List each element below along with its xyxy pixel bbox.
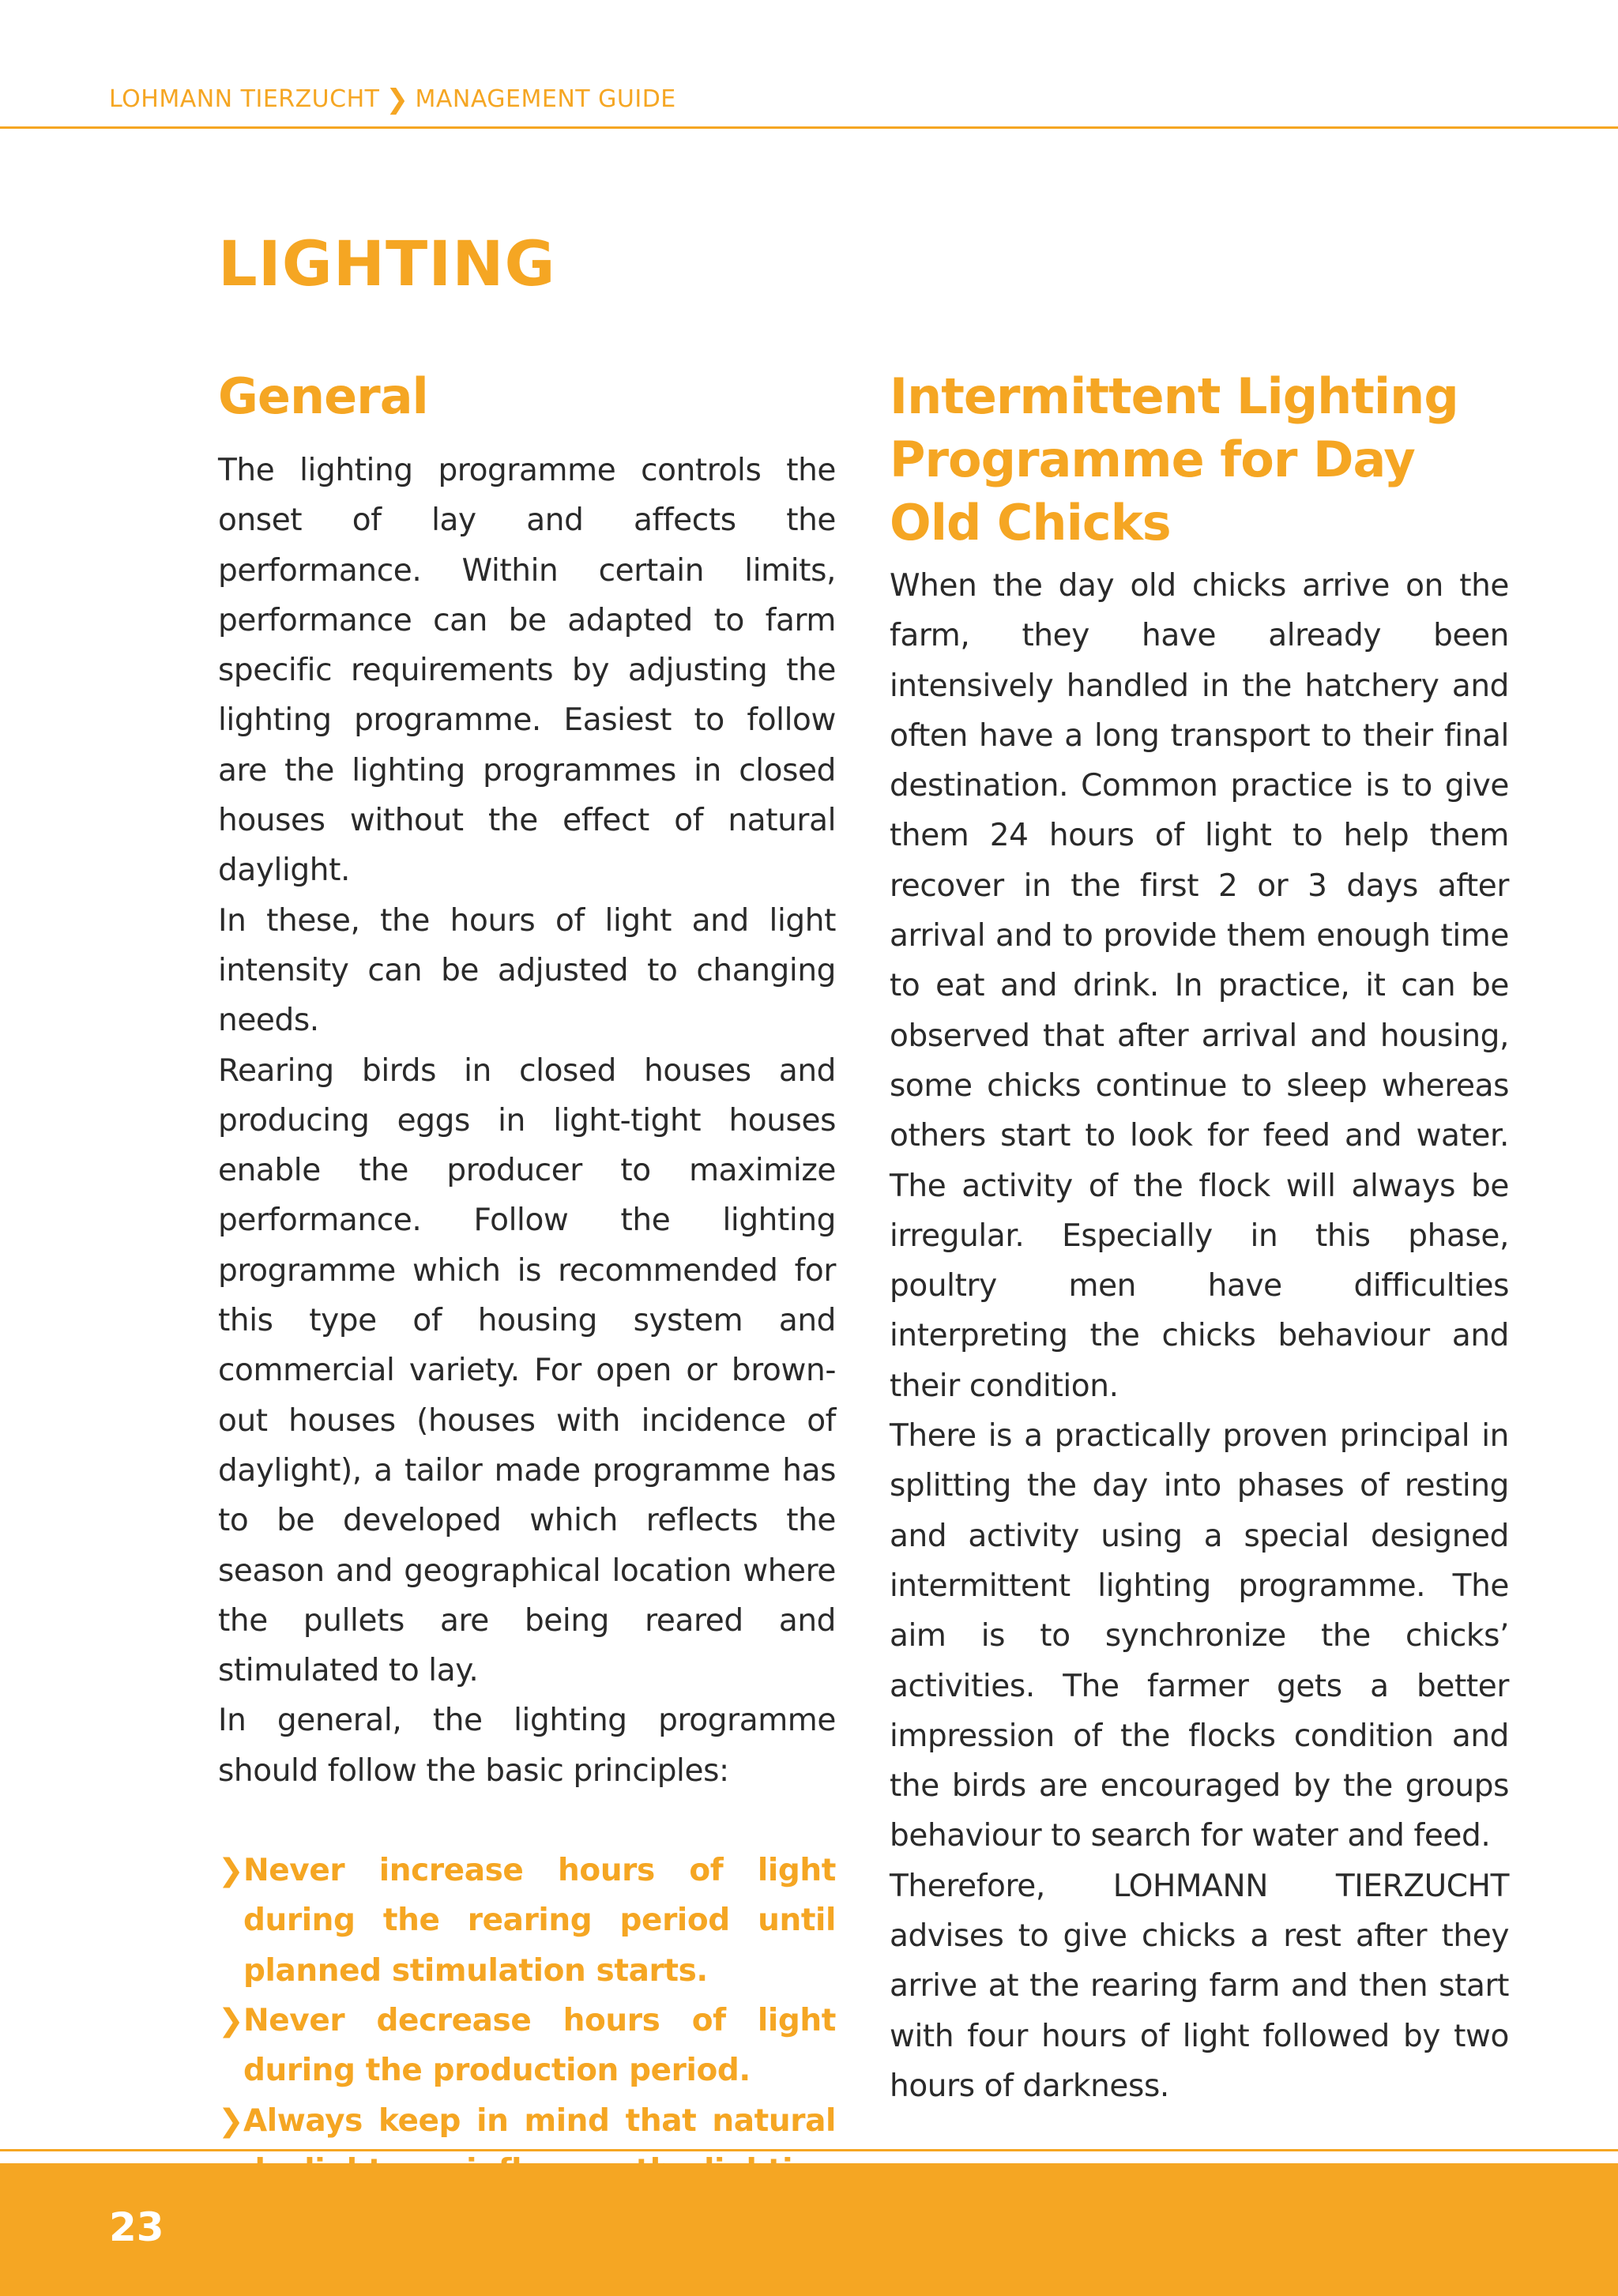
paragraph: In general, the lighting programme should follow the basic principles:: [218, 1703, 836, 1789]
footer-bar: [0, 2163, 1618, 2296]
page-number: 23: [109, 2204, 164, 2250]
paragraph: Therefore, LOHMANN TIERZUCHT advises to give chicks a rest after they arrive at the rearing farm and then start with four hours of light followed by two hours of darkness.: [890, 1868, 1509, 2104]
right-column: [890, 365, 1509, 2111]
paragraph: When the day old chicks arrive on the farm, they have already been intensively handled in the hatchery and often have a long transport to their final destination. Common practice is to give them 24 hours of light to help them recover in the first 2 or 3 days after arrival and to provide them enough time to eat and drink. In practice, it can be observed that after arrival and housing, some chicks continue to sleep whereas others start to look for feed and water. The activity of the flock will always be irregular. Especially in this phase, poultry men have difficulties interpreting the chicks behaviour and their condition.: [890, 568, 1509, 1404]
principle-text: Never decrease hours of light during the production period.: [243, 2002, 836, 2089]
principle-item: [218, 1846, 836, 1996]
chevron-right-icon: ❯: [218, 1853, 244, 1889]
section-heading-general: General: [218, 367, 428, 425]
paragraph: The lighting programme controls the onset of lay and affects the performance. Within certain limits, performance can be adapted to farm specific requirements by adjusting the lighting programme. Easiest to follow are the lighting programmes in closed houses without the effect of natural daylight.: [218, 453, 836, 889]
section-heading-intermittent: Intermittent Lighting Programme for Day Old Chicks: [890, 367, 1458, 551]
page-title: LIGHTING: [218, 229, 556, 300]
principle-text: Always keep in mind that natural: [243, 2102, 836, 2139]
paragraph: There is a practically proven principal in splitting the day into phases of resting and activity using a special designed intermittent lighting programme. The aim is to synchronize the chicks’ activities. The farmer gets a better impression of the flocks condition and the birds are encouraged by the groups behaviour to search for water and feed.: [890, 1418, 1509, 1854]
chevron-right-icon: ❯: [218, 2002, 244, 2038]
principle-text: Never increase hours of light during the rearing period until planned stimulation starts.: [243, 1853, 836, 1989]
running-header: [109, 85, 676, 113]
header-section: MANAGEMENT GUIDE: [415, 85, 676, 113]
paragraph: In these, the hours of light and light intensity can be adjusted to changing needs.: [218, 902, 836, 1039]
chevron-right-icon: ❯: [386, 83, 409, 115]
header-brand: LOHMANN TIERZUCHT: [109, 85, 380, 113]
footer-divider: [0, 2149, 1618, 2151]
chevron-right-icon: ❯: [218, 2102, 244, 2139]
principle-item: [218, 1996, 836, 2096]
header-divider: [0, 126, 1618, 129]
paragraph: Rearing birds in closed houses and producing eggs in light-tight houses enable the producer to maximize performance. Follow the lighting programme which is recommended for this type of housing system and commercial variety. For open or brown-out houses (houses with incidence of daylight), a tailor made programme has to be developed which reflects the season and geographical location where the pullets are being reared and stimulated to lay.: [218, 1052, 836, 1689]
left-column: [218, 365, 836, 2296]
